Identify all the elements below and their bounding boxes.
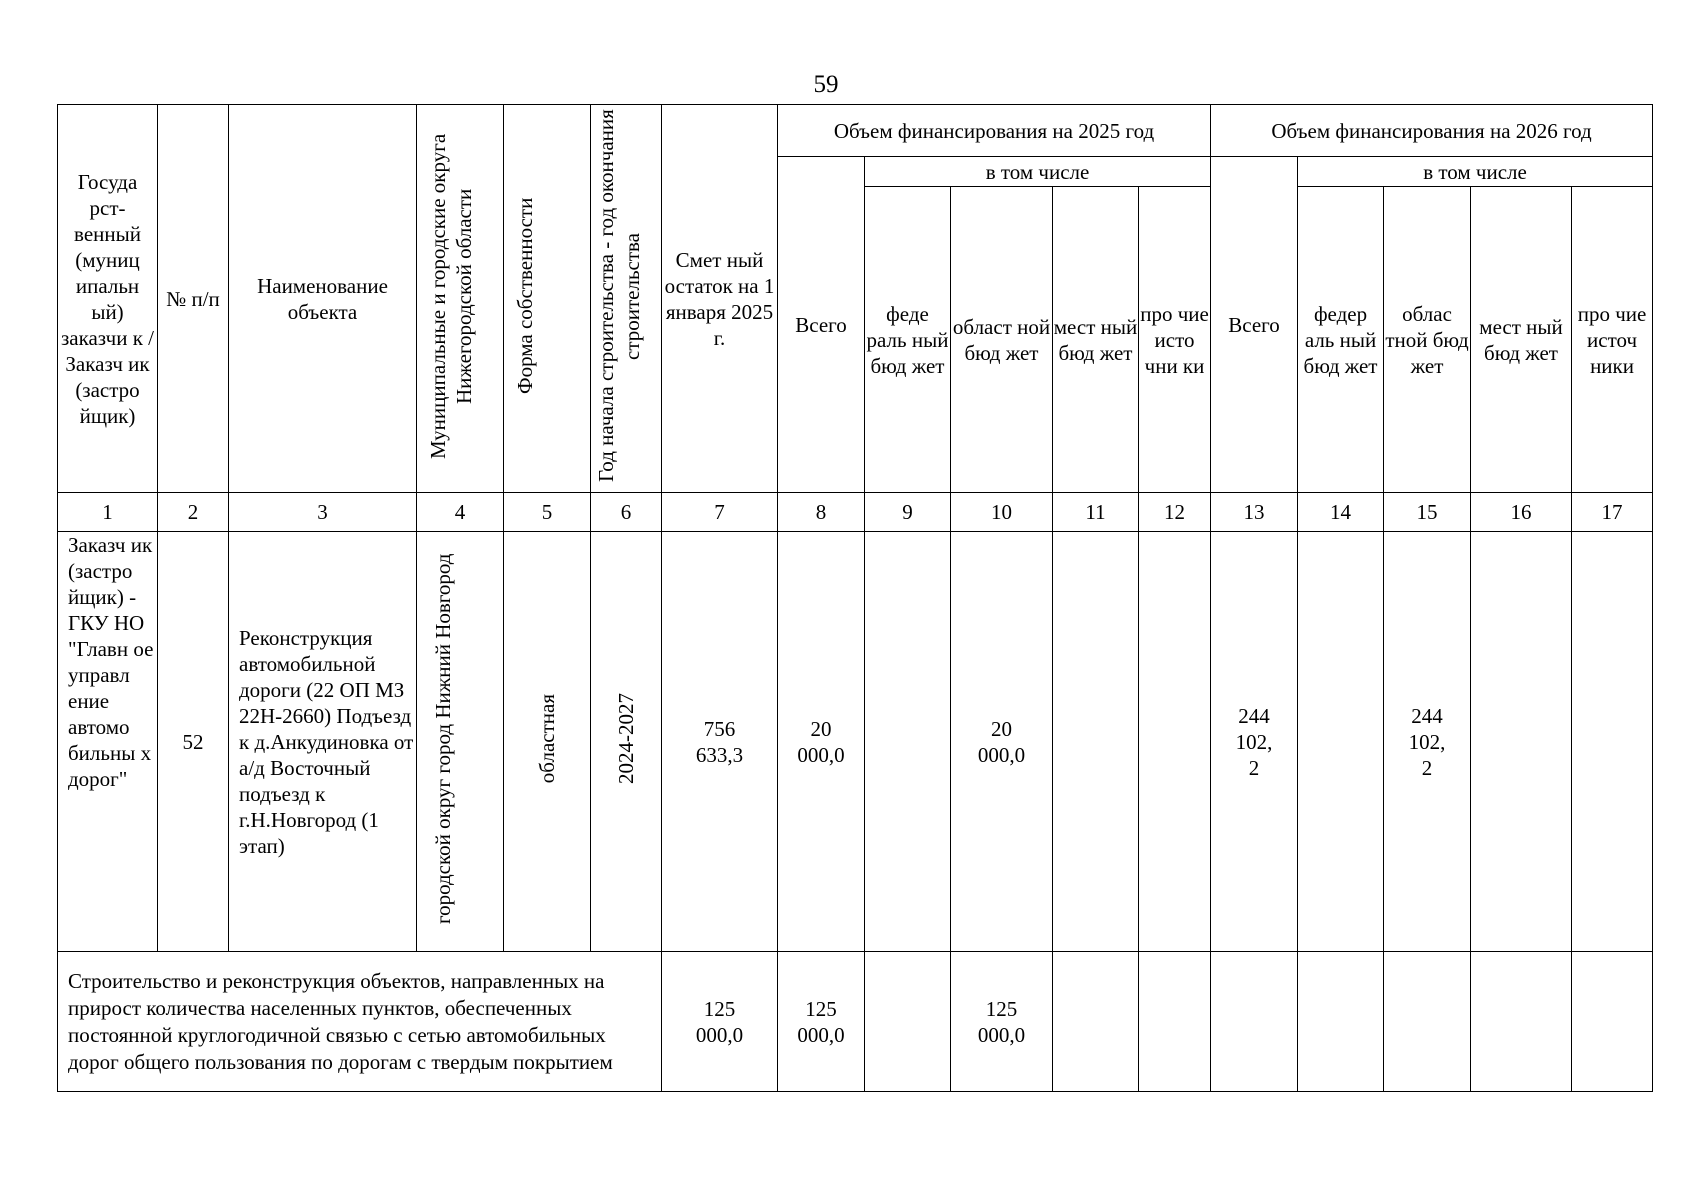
row-years: 2024-2027 [614,693,638,784]
column-number: 3 [229,493,417,532]
header-federal-2026: федер аль ный бюд жет [1298,187,1384,493]
summary-federal-2026 [1298,952,1384,1092]
row-customer: Заказч ик (застро йщик) - ГКУ НО "Главн ое управл ение автомо бильны х дорог" [58,532,158,952]
header-local-2025: мест ный бюд жет [1053,187,1139,493]
header-regional-2026: облас тной бюд жет [1384,187,1471,493]
row-ownership-cell [504,532,591,952]
column-number: 9 [865,493,951,532]
page-number: 59 [813,71,839,98]
row-federal-2025 [865,532,951,952]
column-number: 7 [662,493,778,532]
column-number: 1 [58,493,158,532]
header-customer: Госуда рст-венный (муниц ипальн ый) заказчи к / Заказч ик (застро йщик) [58,105,158,493]
summary-regional-2026 [1384,952,1471,1092]
header-fin-2025: Объем финансирования на 2025 год [778,105,1211,157]
column-number: 5 [504,493,591,532]
row-ownership: областная [535,693,559,784]
column-number: 12 [1139,493,1211,532]
header-num: № п/п [158,105,229,493]
row-regional-2025: 20 000,0 [951,532,1053,952]
row-municipal-cell [417,532,504,952]
header-years: Год начала строительства - год окончания строительства [594,109,644,482]
financing-table [57,104,1653,1092]
column-number: 6 [591,493,662,532]
column-number: 16 [1471,493,1572,532]
header-fin-2026: Объем финансирования на 2026 год [1211,105,1653,157]
column-number: 4 [417,493,504,532]
header-local-2026: мест ный бюд жет [1471,187,1572,493]
row-years-cell [591,532,662,952]
header-ownership-cell [504,105,591,493]
summary-label: Строительство и реконструкция объектов, направленных на прирост количества населенных пунктов, обеспеченных постоянной круглогодичной связью с сетью автомобильных дорог общего пользования по дорогам с твердым покрытием [58,952,662,1092]
header-total-2025: Всего [778,157,865,493]
header-total-2026: Всего [1211,157,1298,493]
summary-regional-2025: 125 000,0 [951,952,1053,1092]
summary-row [58,952,1653,1092]
summary-total-2025: 125 000,0 [778,952,865,1092]
column-number: 11 [1053,493,1139,532]
column-number: 17 [1572,493,1653,532]
column-number: 10 [951,493,1053,532]
header-estimate: Смет ный остаток на 1 января 2025 г. [662,105,778,493]
header-years-cell [591,105,662,493]
row-total-2026: 244 102,2 [1211,532,1298,952]
header-municipal-cell [417,105,504,493]
row-regional-2026: 244 102,2 [1384,532,1471,952]
summary-total-2026 [1211,952,1298,1092]
column-number: 15 [1384,493,1471,532]
summary-federal-2025 [865,952,951,1092]
summary-local-2026 [1471,952,1572,1092]
header-including-2026: в том числе [1298,157,1653,187]
summary-other-2025 [1139,952,1211,1092]
header-federal-2025: феде раль ный бюд жет [865,187,951,493]
row-municipal: городской округ город Нижний Новгород [431,553,455,924]
row-estimate: 756 633,3 [662,532,778,952]
header-regional-2025: област ной бюд жет [951,187,1053,493]
header-municipal: Муниципальные и городские округа Нижегородской области [426,132,476,459]
row-other-2026 [1572,532,1653,952]
summary-local-2025 [1053,952,1139,1092]
header-ownership: Форма собственности [513,197,537,394]
column-number: 2 [158,493,229,532]
row-other-2025 [1139,532,1211,952]
header-other-2026: про чие источ ники [1572,187,1653,493]
header-including-2025: в том числе [865,157,1211,187]
row-federal-2026 [1298,532,1384,952]
row-total-2025: 20 000,0 [778,532,865,952]
column-number: 13 [1211,493,1298,532]
row-num: 52 [158,532,229,952]
row-local-2025 [1053,532,1139,952]
column-number: 14 [1298,493,1384,532]
header-name: Наименование объекта [229,105,417,493]
summary-estimate: 125 000,0 [662,952,778,1092]
row-name: Реконструкция автомобильной дороги (22 ОП МЗ 22Н-2660) Подъезд к д.Анкудиновка от а/д Восточный подъезд к г.Н.Новгород (1 этап) [229,532,417,952]
summary-other-2026 [1572,952,1653,1092]
table-row [58,532,1653,952]
row-local-2026 [1471,532,1572,952]
column-number: 8 [778,493,865,532]
header-other-2025: про чие исто чни ки [1139,187,1211,493]
